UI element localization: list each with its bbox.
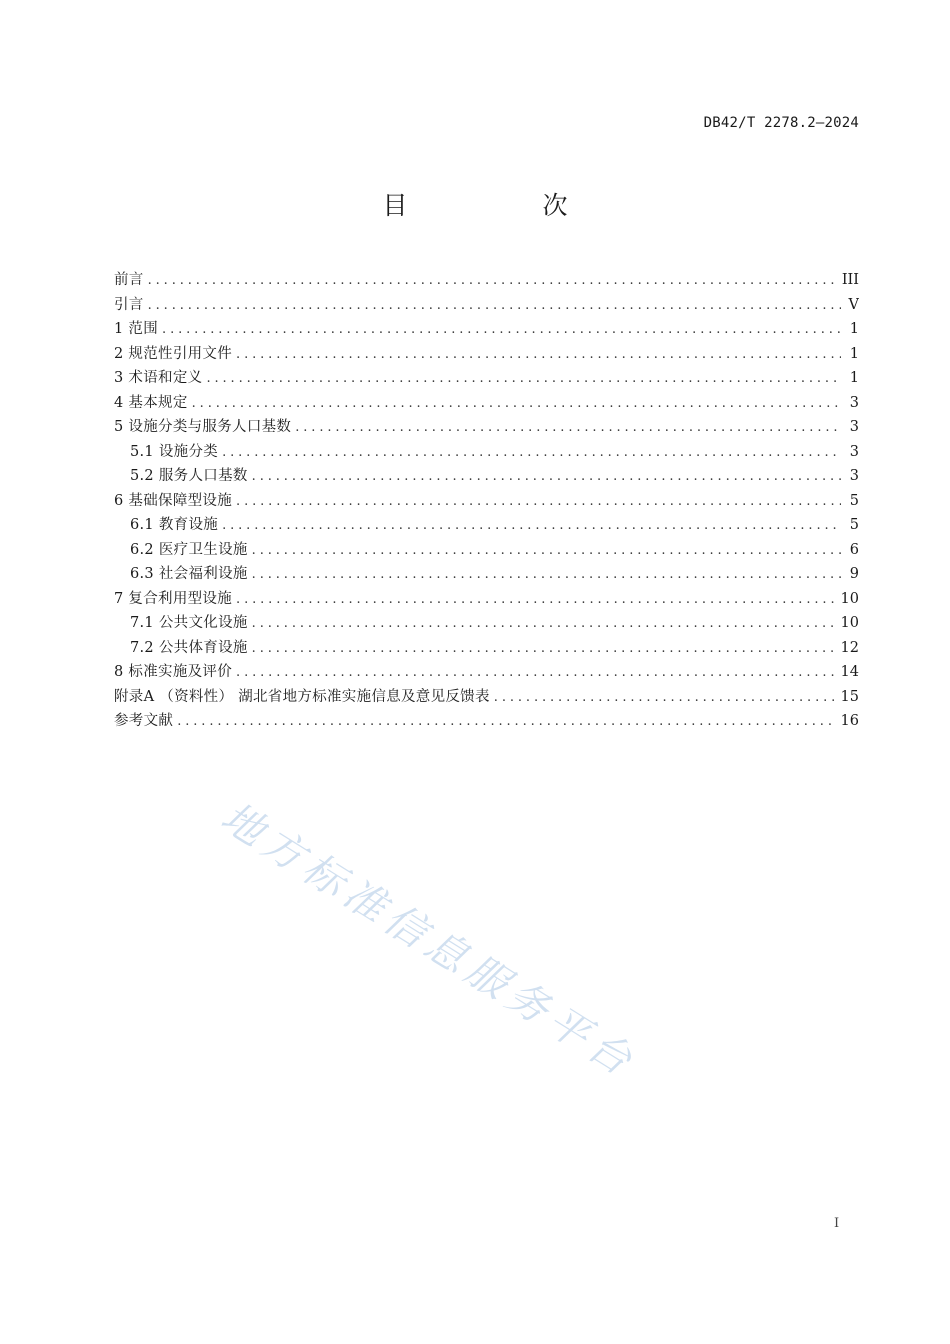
toc-entry-label: 前言 <box>114 272 144 288</box>
toc-entry[interactable] <box>114 513 859 538</box>
toc-dot-leader <box>236 343 841 367</box>
toc-entry-page: 1 <box>849 370 859 386</box>
toc-entry-label: 7 复合利用型设施 <box>114 590 233 607</box>
toc-dot-leader <box>236 661 837 685</box>
toc-dot-leader <box>252 539 841 563</box>
toc-dot-leader <box>206 367 841 391</box>
toc-entry-page: 5 <box>849 517 859 533</box>
toc-dot-leader <box>192 392 841 416</box>
toc-entry[interactable] <box>114 464 859 489</box>
toc-entry-page: 15 <box>840 688 859 705</box>
toc-entry-label: 5.1 设施分类 <box>130 443 219 460</box>
toc-entry[interactable] <box>114 489 859 514</box>
toc-entry-page: 16 <box>840 713 859 729</box>
toc-entry-page: 3 <box>849 443 859 460</box>
toc-entry-label: 4 基本规定 <box>114 394 188 411</box>
toc-entry[interactable] <box>114 415 859 440</box>
toc-dot-leader <box>252 612 837 636</box>
toc-dot-leader <box>252 465 841 489</box>
toc-entry-page: 1 <box>849 321 859 337</box>
toc-entry-page: 6 <box>849 541 859 558</box>
toc-entry-label: 6.1 教育设施 <box>130 517 219 533</box>
toc-dot-leader <box>148 294 841 318</box>
toc-entry[interactable] <box>114 317 859 342</box>
toc-entry-label: 6.2 医疗卫生设施 <box>130 541 248 558</box>
toc-dot-leader <box>236 588 837 612</box>
toc-dot-leader <box>252 637 837 661</box>
toc-dot-leader <box>148 269 838 293</box>
toc-entry-label: 2 规范性引用文件 <box>114 345 233 362</box>
toc-entry[interactable] <box>114 293 859 318</box>
toc-dot-leader <box>222 514 841 538</box>
toc-entry[interactable] <box>114 440 859 465</box>
toc-entry-page: 1 <box>849 345 859 362</box>
toc-entry-page: 3 <box>849 468 859 484</box>
toc-dot-leader <box>252 563 841 587</box>
toc-entry-label: 1 范围 <box>114 321 159 337</box>
toc-entry-page: 10 <box>840 615 859 631</box>
toc-entry[interactable] <box>114 391 859 416</box>
toc-entry[interactable] <box>114 685 859 710</box>
toc-entry-page: 5 <box>849 492 859 509</box>
toc-entry-label: 5 设施分类与服务人口基数 <box>114 419 292 435</box>
toc-entry-page: V <box>848 296 859 313</box>
toc-entry-page: 3 <box>849 394 859 411</box>
toc-entry-page: 14 <box>840 664 859 680</box>
toc-entry-page: 10 <box>840 590 859 607</box>
toc-entry[interactable] <box>114 562 859 587</box>
toc-entry[interactable] <box>114 538 859 563</box>
toc-entry[interactable] <box>114 366 859 391</box>
toc-entry-label: 3 术语和定义 <box>114 370 203 386</box>
document-code: DB42/T 2278.2—2024 <box>703 115 859 131</box>
toc-dot-leader <box>162 318 841 342</box>
page-number: I <box>834 1216 840 1231</box>
toc-entry-label: 8 标准实施及评价 <box>114 664 233 680</box>
toc-entry-page: 3 <box>849 419 859 435</box>
toc-entry-page: 12 <box>840 639 859 656</box>
toc-entry-label: 引言 <box>114 296 144 313</box>
toc-entry[interactable] <box>114 587 859 612</box>
toc-dot-leader <box>236 490 841 514</box>
toc-dot-leader <box>494 686 837 710</box>
page-title: 目 次 <box>382 191 623 220</box>
toc-entry-label: 附录A （资料性） 湖北省地方标准实施信息及意见反馈表 <box>114 688 490 705</box>
toc-entry-label: 6.3 社会福利设施 <box>130 566 248 582</box>
toc-entry-label: 参考文献 <box>114 713 174 729</box>
toc-dot-leader <box>177 710 836 734</box>
toc-entry[interactable] <box>114 660 859 685</box>
toc-entry[interactable] <box>114 611 859 636</box>
toc-entry-page: III <box>841 272 859 288</box>
toc-entry[interactable] <box>114 342 859 367</box>
toc-entry-label: 6 基础保障型设施 <box>114 492 233 509</box>
toc-entry[interactable] <box>114 709 859 734</box>
toc-entry[interactable] <box>114 268 859 293</box>
toc-entry-label: 7.1 公共文化设施 <box>130 615 248 631</box>
toc-dot-leader <box>295 416 841 440</box>
toc-entry-label: 7.2 公共体育设施 <box>130 639 248 656</box>
watermark: 地方标准信息服务平台 <box>212 792 646 1088</box>
toc-entry-label: 5.2 服务人口基数 <box>130 468 248 484</box>
toc-entry[interactable] <box>114 636 859 661</box>
toc-entry-page: 9 <box>849 566 859 582</box>
toc-dot-leader <box>222 441 841 465</box>
table-of-contents <box>114 268 859 734</box>
